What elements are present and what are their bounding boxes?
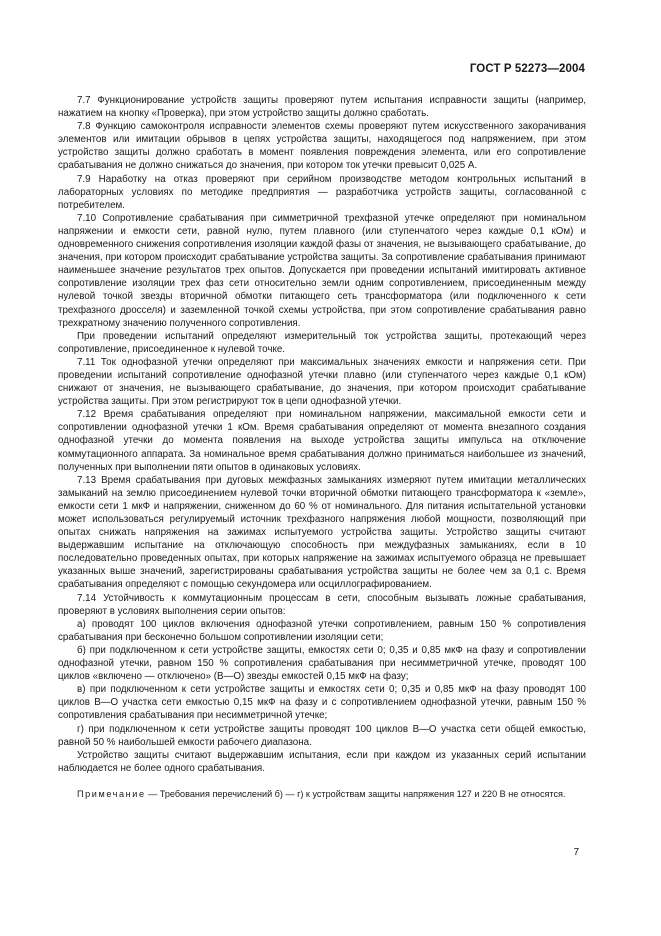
paragraph-7-12: 7.12 Время срабатывания определяют при номинальном напряжении, максимальной емкости сети и сопротивлении однофазной утечки 1 кОм. Время срабатывания определяют от момента внезапного создания однофазной утечки до момента появления на выходе устройства защиты импульса на отключение коммутационного аппарата. За номинальное время срабатывания должно приниматься наибольшее из значений, полученных при выполнении пяти опытов в одинаковых условиях. [58, 409, 586, 473]
page-number: 7 [573, 847, 579, 858]
list-item-g: г) при подключенном к сети устройстве защиты проводят 100 циклов В—О участка сети общей емкостью, равной 50 % наибольшей емкости рабочего диапазона. [58, 723, 586, 748]
note-label: Примечание [77, 788, 146, 799]
note-text: — Требования перечислений б) — г) к устройствам защиты напряжения 127 и 220 В не относятся. [145, 788, 566, 799]
paragraph-7-13: 7.13 Время срабатывания при дуговых межфазных замыканиях измеряют путем имитации металлических замыканий на землю присоединением нулевой точки вторичной обмотки питающего трансформатора к «земле», емкости сети 1 мкФ и напряжении, сниженном до 60 % от номинального. Для питания испытательной установки может использоваться регулируемый источник трехфазного напряжения любой мощности, позволяющий при опытах снижать напряжения на зажимах испытуемого устройства защиты. Устройство защиты считают выдержавшим испытание на отключающую способность при междуфазных замыканиях, если в 10 последовательно проведенных опытах, при которых напряжение на зажимах испытуемого образца не превышает указанных выше значений, зарегистрированы срабатывания устройства защиты не более чем за 0,1 с. Время срабатывания определяют с помощью секундомера или осциллографированием. [58, 474, 586, 591]
paragraph-7-14: 7.14 Устойчивость к коммутационным процессам в сети, способным вызывать ложные срабатывания, проверяют в условиях выполнения серии опытов: [58, 592, 586, 617]
paragraph-7-10-continued: При проведении испытаний определяют измерительный ток устройства защиты, протекающий через сопротивление, присоединенное к нулевой точке. [58, 330, 586, 355]
list-item-a: а) проводят 100 циклов включения однофазной утечки сопротивлением, равным 150 % сопротивления срабатывания при бесконечно большом сопротивлении изоляции сети; [58, 618, 586, 643]
paragraph-7-8: 7.8 Функцию самоконтроля исправности элементов схемы проверяют путем искусственного закорачивания элементов или имитации обрывов в цепях устройства защиты, находящегося под напряжением, при этом устройство защиты должно сработать в момент появления повреждения элемента, или его сопротивление срабатывания не должно снижаться до значения, при котором ток утечки превысит 0,025 А. [58, 121, 586, 172]
note [58, 788, 586, 801]
paragraph-7-7: 7.7 Функционирование устройств защиты проверяют путем испытания исправности защиты (например, нажатием на кнопку «Проверка), при этом устройство защиты должно сработать. [58, 95, 586, 120]
document-code-header: ГОСТ Р 52273—2004 [469, 63, 585, 75]
list-item-v: в) при подключенном к сети устройстве защиты и емкостях сети 0; 0,35 и 0,85 мкФ на фазу проводят 100 циклов В—О участка сети емкостью 0,15 мкФ на фазу и с сопротивлением однофазной утечки, равным 150 % сопротивления срабатывания при несимметричной утечке; [58, 684, 586, 722]
document-body [58, 94, 586, 800]
paragraph-conclusion: Устройство защиты считают выдержавшим испытания, если при каждом из указанных серий испытании наблюдается не более одного срабатывания. [58, 749, 586, 774]
paragraph-7-9: 7.9 Наработку на отказ проверяют при серийном производстве методом контрольных испытаний в лабораторных условиях по методике предприятия — разработчика устройств защиты, согласованной с потребителем. [58, 173, 586, 211]
paragraph-7-11: 7.11 Ток однофазной утечки определяют при максимальных значениях емкости и напряжения сети. При проведении испытаний сопротивление однофазной утечки плавно (или ступенчатого через каждые 0,1 кОм) снижают от значения, не вызывающего срабатывание, до значения, при котором происходит срабатывание устройства защиты. При этом регистрируют ток в цепи однофазной утечки. [58, 356, 586, 408]
list-item-b: б) при подключенном к сети устройстве защиты, емкостях сети 0; 0,35 и 0,85 мкФ на фазу и сопротивлении однофазной утечки, равном 150 % сопротивления срабатывания при несимметричной утечке, проводят 100 циклов «включено — отключено» (В—О) звезды емкостей 0,15 мкФ на фазу; [58, 644, 586, 683]
paragraph-7-10: 7.10 Сопротивление срабатывания при симметричной трехфазной утечке определяют при номинальном напряжении и емкости сети, равной нулю, путем плавного (или ступенчатого через каждые 0,1 кОм) и одновременного снижения сопротивления изоляции каждой фазы от значения, не вызывающего срабатывание, до значения, при котором происходит срабатывание устройства защиты. За сопротивление срабатывания принимают наименьшее значение результатов трех опытов. Допускается при проведении испытаний имитировать активное сопротивление изоляции трех фаз сети относительно земли одним сопротивлением, присоединенным между нулевой точкой звезды вторичной обмотки питающего сеть трансформатора (или подключенного к сети трехфазного дросселя) и заземленной точкой схемы устройства, при этом сопротивление срабатывания равно трехкратному значению полученного сопротивления. [58, 212, 586, 329]
